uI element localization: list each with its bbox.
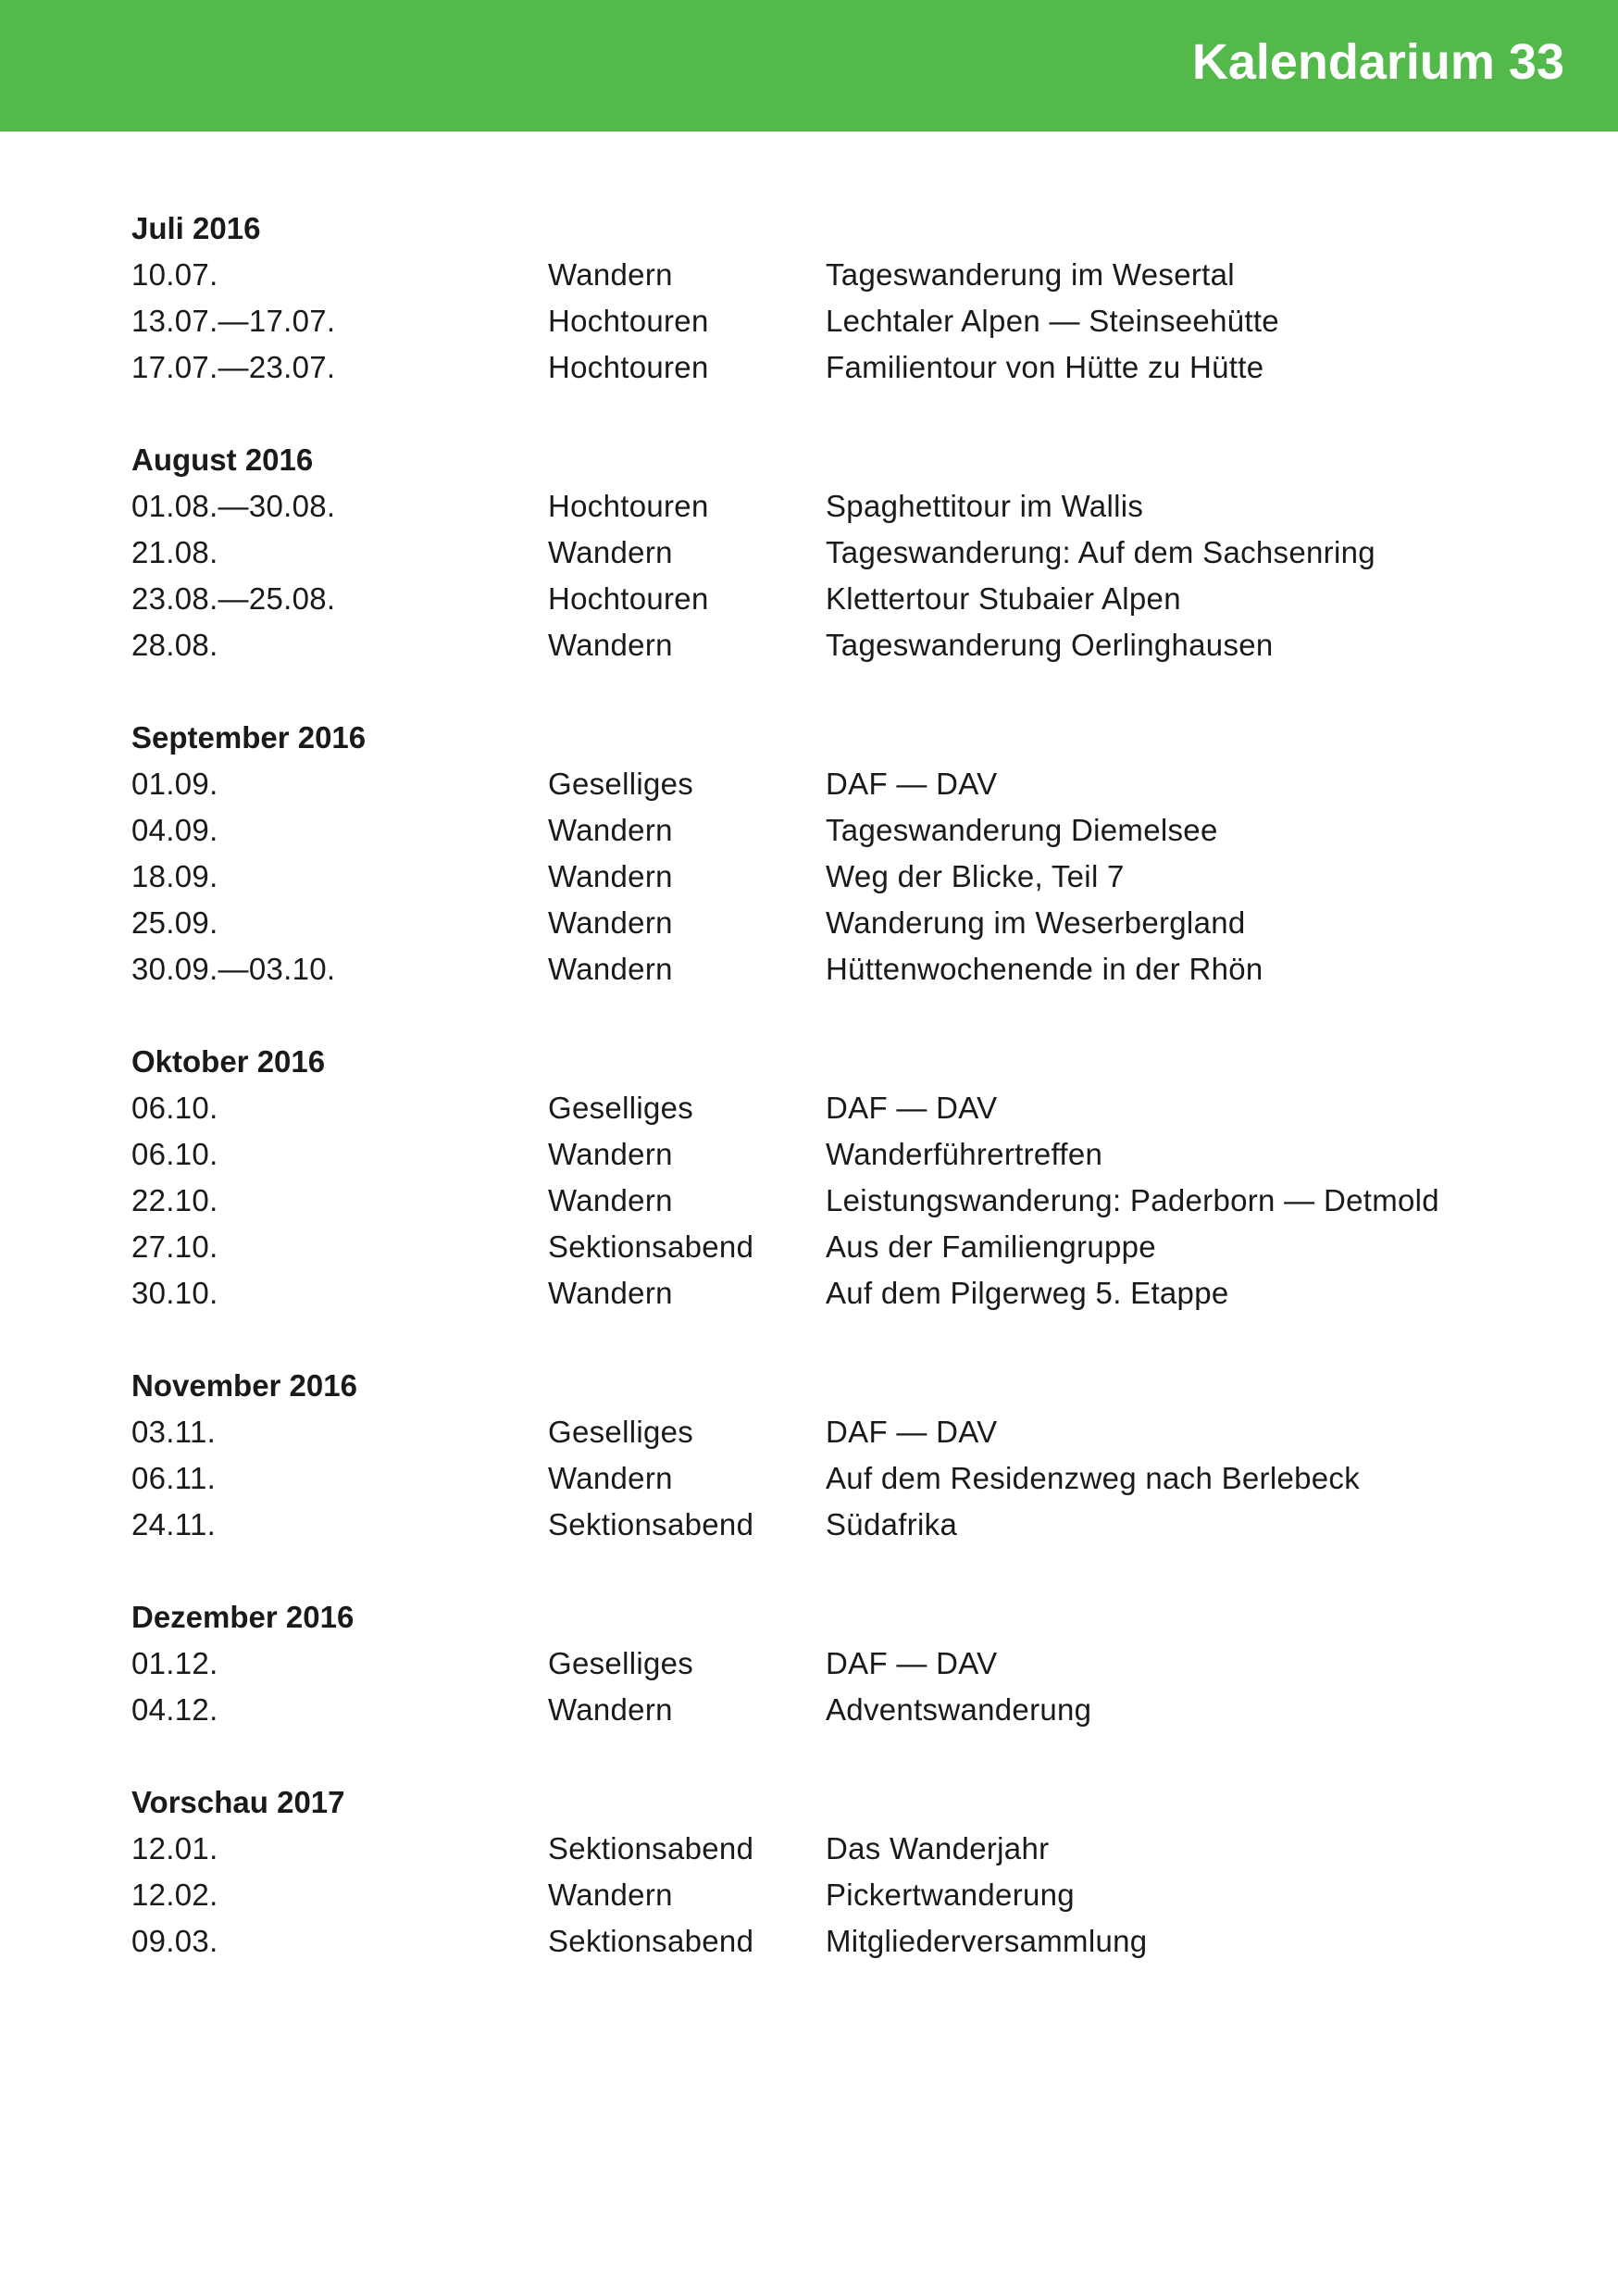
event-date: 12.02. xyxy=(131,1878,218,1912)
event-date: 27.10. xyxy=(131,1229,218,1264)
event-date: 28.08. xyxy=(131,628,218,662)
event-row xyxy=(131,1455,1520,1502)
event-date: 13.07.—17.07. xyxy=(131,304,336,338)
event-date: 22.10. xyxy=(131,1183,218,1217)
event-category: Geselliges xyxy=(548,1646,694,1680)
event-description: Auf dem Pilgerweg 5. Etappe xyxy=(826,1276,1229,1310)
event-description: Adventswanderung xyxy=(826,1692,1092,1727)
page-title: Kalendarium 33 xyxy=(1191,34,1564,90)
event-row xyxy=(131,1826,1520,1872)
event-category: Sektionsabend xyxy=(548,1229,754,1264)
event-category: Hochtouren xyxy=(548,350,709,384)
event-category: Wandern xyxy=(548,1692,673,1727)
month-section xyxy=(131,437,1520,668)
event-description: Aus der Familiengruppe xyxy=(826,1229,1156,1264)
event-date: 06.10. xyxy=(131,1137,218,1171)
month-heading: Oktober 2016 xyxy=(131,1044,326,1079)
event-category: Wandern xyxy=(548,1461,673,1495)
event-category: Hochtouren xyxy=(548,304,709,338)
event-row xyxy=(131,1641,1520,1687)
event-description: Auf dem Residenzweg nach Berlebeck xyxy=(826,1461,1361,1495)
event-category: Wandern xyxy=(548,905,673,940)
event-category: Geselliges xyxy=(548,1091,694,1125)
event-row xyxy=(131,344,1520,391)
event-date: 04.09. xyxy=(131,813,218,847)
event-date: 06.10. xyxy=(131,1091,218,1125)
event-row xyxy=(131,1270,1520,1316)
month-heading: Dezember 2016 xyxy=(131,1600,355,1634)
event-row xyxy=(131,1131,1520,1178)
event-description: Weg der Blicke, Teil 7 xyxy=(826,859,1125,893)
event-description: DAF — DAV xyxy=(826,767,998,801)
event-row xyxy=(131,252,1520,298)
event-description: Wanderführertreffen xyxy=(826,1137,1103,1171)
event-description: Das Wanderjahr xyxy=(826,1831,1050,1866)
month-heading: September 2016 xyxy=(131,720,367,755)
event-description: Pickertwanderung xyxy=(826,1878,1075,1912)
event-description: Tageswanderung: Auf dem Sachsenring xyxy=(826,535,1375,569)
month-heading: November 2016 xyxy=(131,1368,357,1403)
event-date: 30.09.—03.10. xyxy=(131,952,336,986)
event-row xyxy=(131,1409,1520,1455)
event-category: Wandern xyxy=(548,1183,673,1217)
event-category: Wandern xyxy=(548,1878,673,1912)
event-description: Lechtaler Alpen — Steinseehütte xyxy=(826,304,1279,338)
event-date: 10.07. xyxy=(131,257,218,292)
event-category: Geselliges xyxy=(548,1415,694,1449)
month-section xyxy=(131,1594,1520,1733)
event-row xyxy=(131,1502,1520,1548)
event-row xyxy=(131,854,1520,900)
event-row xyxy=(131,576,1520,622)
event-category: Wandern xyxy=(548,813,673,847)
event-category: Wandern xyxy=(548,257,673,292)
event-row xyxy=(131,1687,1520,1733)
month-heading: August 2016 xyxy=(131,443,314,477)
event-date: 04.12. xyxy=(131,1692,218,1727)
event-description: Tageswanderung Oerlinghausen xyxy=(826,628,1274,662)
event-category: Wandern xyxy=(548,535,673,569)
event-date: 17.07.—23.07. xyxy=(131,350,336,384)
event-date: 25.09. xyxy=(131,905,218,940)
month-heading: Vorschau 2017 xyxy=(131,1785,345,1819)
event-row xyxy=(131,946,1520,992)
event-date: 30.10. xyxy=(131,1276,218,1310)
event-description: Spaghettitour im Wallis xyxy=(826,489,1144,523)
event-category: Wandern xyxy=(548,628,673,662)
month-section xyxy=(131,1779,1520,1965)
event-row xyxy=(131,900,1520,946)
event-category: Wandern xyxy=(548,859,673,893)
page-header xyxy=(0,0,1618,131)
event-description: Mitgliederversammlung xyxy=(826,1924,1148,1958)
event-date: 21.08. xyxy=(131,535,218,569)
event-category: Geselliges xyxy=(548,767,694,801)
event-description: DAF — DAV xyxy=(826,1415,998,1449)
event-category: Hochtouren xyxy=(548,581,709,616)
event-row xyxy=(131,761,1520,807)
event-description: Leistungswanderung: Paderborn — Detmold xyxy=(826,1183,1439,1217)
event-description: Hüttenwochenende in der Rhön xyxy=(826,952,1263,986)
event-category: Hochtouren xyxy=(548,489,709,523)
event-category: Wandern xyxy=(548,1276,673,1310)
event-category: Sektionsabend xyxy=(548,1831,754,1866)
event-row xyxy=(131,807,1520,854)
month-section xyxy=(131,1039,1520,1316)
event-row xyxy=(131,530,1520,576)
event-date: 24.11. xyxy=(131,1507,217,1541)
event-row xyxy=(131,1178,1520,1224)
event-category: Wandern xyxy=(548,1137,673,1171)
event-description: DAF — DAV xyxy=(826,1646,998,1680)
month-section xyxy=(131,715,1520,992)
event-description: Familientour von Hütte zu Hütte xyxy=(826,350,1264,384)
event-row xyxy=(131,1872,1520,1918)
event-date: 18.09. xyxy=(131,859,218,893)
event-description: Tageswanderung im Wesertal xyxy=(826,257,1235,292)
event-date: 09.03. xyxy=(131,1924,218,1958)
month-section xyxy=(131,206,1520,391)
event-description: Südafrika xyxy=(826,1507,958,1541)
event-date: 01.09. xyxy=(131,767,218,801)
event-row xyxy=(131,1224,1520,1270)
event-description: Klettertour Stubaier Alpen xyxy=(826,581,1181,616)
event-date: 12.01. xyxy=(131,1831,218,1866)
event-row xyxy=(131,1918,1520,1965)
event-date: 06.11. xyxy=(131,1461,217,1495)
event-category: Wandern xyxy=(548,952,673,986)
event-description: DAF — DAV xyxy=(826,1091,998,1125)
event-category: Sektionsabend xyxy=(548,1507,754,1541)
event-category: Sektionsabend xyxy=(548,1924,754,1958)
month-section xyxy=(131,1363,1520,1548)
event-description: Wanderung im Weserbergland xyxy=(826,905,1246,940)
event-row xyxy=(131,483,1520,530)
calendar-list xyxy=(131,206,1520,2011)
event-row xyxy=(131,1085,1520,1131)
event-row xyxy=(131,622,1520,668)
event-date: 03.11. xyxy=(131,1415,217,1449)
event-date: 01.08.—30.08. xyxy=(131,489,336,523)
event-date: 01.12. xyxy=(131,1646,218,1680)
event-date: 23.08.—25.08. xyxy=(131,581,336,616)
month-heading: Juli 2016 xyxy=(131,211,261,245)
event-description: Tageswanderung Diemelsee xyxy=(826,813,1218,847)
event-row xyxy=(131,298,1520,344)
